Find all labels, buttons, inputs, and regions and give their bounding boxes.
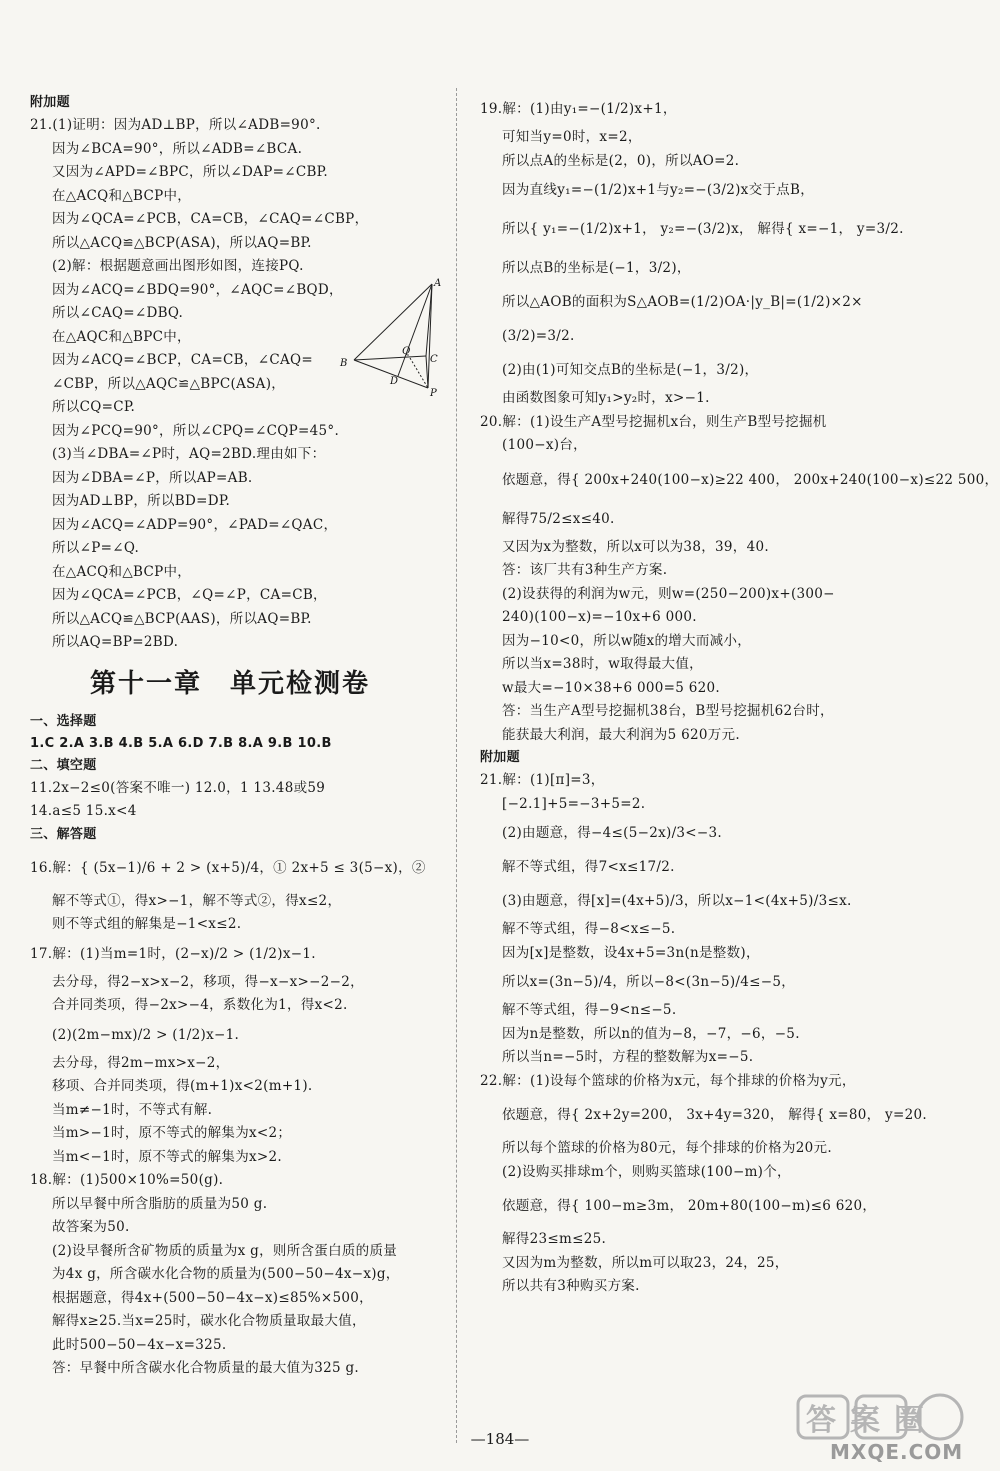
right-answer-line: 解不等式组，得7<x≤17/2.: [502, 859, 675, 875]
left-answer-line: 因为∠QCA=∠PCB，CA=CB，∠CAQ=∠CBP，: [52, 211, 369, 227]
right-answer-line: 解不等式组，得−9<n≤−5.: [502, 1002, 677, 1018]
right-answer-line: 依题意，得{ 2x+2y=200， 3x+4y=320， 解得{ x=80， y=20.: [502, 1107, 927, 1123]
chapter-answer-line: 故答案为50.: [52, 1219, 130, 1235]
chapter-answer-line: 为4x g，所含碳水化合物的质量为(500−50−4x−x)g，: [52, 1266, 400, 1282]
right-answer-line: (2)设获得的利润为w元，则w=(250−200)x+(300−: [502, 585, 835, 602]
right-answer-line: 依题意，得{ 200x+240(100−x)≥22 400， 200x+240(100−x)≤22 500，: [502, 471, 999, 488]
chapter-answer-line: 所以早餐中所含脂肪的质量为50 g.: [52, 1195, 268, 1212]
chapter-name: 单元检测卷: [230, 668, 371, 699]
right-answer-line: 因为−10<0，所以w随x的增大而减小，: [502, 632, 752, 649]
chapter-answer-line: 三、解答题: [30, 826, 97, 842]
left-answer-line: 因为∠PCQ=90°，所以∠CPQ=∠CQP=45°.: [52, 422, 340, 439]
chapter-answers: [30, 711, 450, 1381]
right-answer-line: (3)由题意，得[x]=(4x+5)/3，所以x−1<(4x+5)/3≤x.: [502, 893, 852, 909]
right-answer-line: 解不等式组，得−8<x≤−5.: [502, 921, 676, 937]
chapter-answer-line: 18.解：(1)500×10%=50(g).: [30, 1172, 224, 1188]
watermark-cn: 答案圈: [806, 1403, 938, 1438]
right-answer-line: 因为n是整数，所以n的值为−8，−7，−6，−5.: [502, 1025, 800, 1042]
fig-label-a: A: [434, 278, 442, 289]
right-answer-line: 所以当x=38时，w取得最大值，: [502, 656, 703, 672]
chapter-answer-line: 当m<−1时，原不等式的解集为x>2.: [52, 1148, 283, 1165]
left-answer-line: 所以△ACQ≌△BCP(AAS)，所以AQ=BP.: [52, 610, 312, 627]
chapter-answer-line: 14.a≤5 15.x<4: [30, 803, 137, 819]
left-answer-line: 因为∠BCA=90°，所以∠ADB=∠BCA.: [52, 140, 303, 157]
geometry-figure: [336, 278, 446, 398]
fig-line-ab: [354, 284, 432, 360]
left-answer-line: 所以AQ=BP=2BD.: [52, 634, 179, 650]
left-answer-line: (2)解：根据题意画出图形如图，连接PQ.: [52, 258, 304, 274]
chapter-answer-line: 17.解：(1)当m=1时，(2−x)/2 > (1/2)x−1.: [30, 945, 316, 962]
chapter-answer-line: 移项、合并同类项，得(m+1)x<2(m+1).: [52, 1078, 313, 1094]
fig-line-cp: [426, 356, 428, 388]
chapter-answer-line: 二、填空题: [30, 757, 97, 773]
chapter-answer-line: 16.解：{ (5x−1)/6 + 2 > (x+5)/4，① 2x+5 ≤ 3(5−x)，②: [30, 859, 426, 876]
left-answer-line: 在△ACQ和△BCP中，: [52, 563, 192, 580]
right-answer-line: [−2.1]+5=−3+5=2.: [502, 795, 646, 812]
chapter-answer-line: (2)(2m−mx)/2 > (1/2)x−1.: [52, 1026, 240, 1043]
fig-label-p: P: [430, 388, 437, 398]
right-answer-line: 19.解：(1)由y₁=−(1/2)x+1，: [480, 101, 677, 117]
chapter-answer-line: 解得x≥25.当x=25时，碳水化合物质量取最大值，: [52, 1313, 366, 1329]
right-answer-line: 解得75/2≤x≤40.: [502, 510, 615, 527]
left-answer-line: 21.(1)证明：因为AD⊥BP，所以∠ADB=90°.: [30, 117, 321, 133]
right-answer-line: 答：该厂共有3种生产方案.: [502, 562, 668, 578]
right-answer-line: 21.解：(1)[π]=3，: [480, 772, 605, 788]
right-answer-line: 附加题: [480, 750, 520, 765]
left-answer-line: 因为∠ACQ=∠BDQ=90°，∠AQC=∠BQD，: [52, 281, 343, 298]
fig-line-ap: [428, 284, 432, 388]
chapter-number: 第十一章: [89, 668, 202, 699]
left-answer-line: 因为∠DBA=∠P，所以AP=AB.: [52, 469, 253, 486]
chapter-answer-line: 合并同类项，得−2x>−4，系数化为1，得x<2.: [52, 997, 348, 1013]
fig-line-ad: [398, 284, 432, 376]
right-answer-line: (3/2)=3/2.: [502, 328, 575, 344]
left-answer-line: 因为∠ACQ=∠BCP，CA=CB，∠CAQ=: [52, 352, 313, 368]
left-answer-line: 所以∠CAQ=∠DBQ.: [52, 305, 184, 321]
fig-label-q: Q: [402, 346, 411, 357]
left-answer-line: 在△ACQ和△BCP中，: [52, 187, 192, 204]
chapter-title: [30, 661, 430, 707]
watermark-url: MXQE.COM: [830, 1440, 964, 1464]
left-answer-line: 因为∠QCA=∠PCB，∠Q=∠P，CA=CB，: [52, 587, 327, 603]
right-answer-line: 所以点B的坐标是(−1，3/2)，: [502, 260, 691, 276]
fig-label-d: D: [390, 376, 399, 387]
right-answer-line: 能获最大利润，最大利润为5 620万元.: [502, 726, 740, 743]
left-answer-line: 因为AD⊥BP，所以BD=DP.: [52, 493, 231, 509]
chapter-answer-line: 11.2x−2≤0(答案不唯一) 12.0，1 13.48或59: [30, 779, 326, 796]
chapter-answer-line: 此时500−50−4x−x=325.: [52, 1336, 227, 1353]
left-answer-line: ∠CBP，所以△AQC≌△BPC(ASA)，: [52, 375, 286, 392]
chapter-answer-line: 解不等式①，得x>−1，解不等式②，得x≤2，: [52, 892, 342, 909]
right-answer-line: 依题意，得{ 100−m≥3m， 20m+80(100−m)≤6 620，: [502, 1198, 877, 1214]
left-answer-line: 因为∠ACQ=∠ADP=90°，∠PAD=∠QAC，: [52, 516, 338, 533]
chapter-answer-line: 答：早餐中所含碳水化合物质量的最大值为325 g.: [52, 1360, 359, 1376]
fig-line-bc: [354, 356, 426, 360]
right-answer-line: w最大=−10×38+6 000=5 620.: [502, 679, 720, 696]
page-number: —184—: [470, 1430, 530, 1448]
right-answer-line: 所以当n=−5时，方程的整数解为x=−5.: [502, 1049, 754, 1065]
right-answer-line: 22.解：(1)设每个篮球的价格为x元，每个排球的价格为y元，: [480, 1072, 856, 1089]
right-answer-line: 20.解：(1)设生产A型号挖掘机x台，则生产B型号挖掘机: [480, 413, 827, 430]
chapter-answer-line: 一、选择题: [30, 713, 97, 729]
right-answer-line: 因为[x]是整数，设4x+5=3n(n是整数)，: [502, 944, 760, 961]
right-answers: [480, 92, 999, 1299]
chapter-answer-line: 去分母，得2m−mx>x−2，: [52, 1054, 230, 1071]
right-answer-line: 所以x=(3n−5)/4，所以−8<(3n−5)/4≤−5，: [502, 974, 796, 990]
right-column: [480, 92, 999, 1299]
right-answer-line: 因为直线y₁=−(1/2)x+1与y₂=−(3/2)x交于点B，: [502, 182, 814, 198]
column-divider: [456, 88, 457, 1443]
chapter-answer-line: 当m>−1时，原不等式的解集为x<2；: [52, 1125, 292, 1141]
left-answer-line: 所以∠P=∠Q.: [52, 540, 140, 556]
chapter-answer-line: 1.C 2.A 3.B 4.B 5.A 6.D 7.B 8.A 9.B 10.B: [30, 735, 332, 751]
fig-label-c: C: [430, 354, 438, 365]
right-answer-line: 解得23≤m≤25.: [502, 1231, 607, 1247]
chapter-answer-line: (2)设早餐所含矿物质的质量为x g，则所含蛋白质的质量: [52, 1242, 398, 1259]
left-answer-line: 在△AQC和△BPC中，: [52, 328, 191, 345]
right-answer-line: 所以点A的坐标是(2，0)，所以AO=2.: [502, 152, 740, 169]
chapter-answer-line: 则不等式组的解集是−1<x≤2.: [52, 916, 242, 932]
right-answer-line: 所以{ y₁=−(1/2)x+1， y₂=−(3/2)x， 解得{ x=−1， y=3/2.: [502, 221, 904, 237]
right-answer-line: 240)(100−x)=−10x+6 000.: [502, 609, 697, 625]
left-answer-line: (3)当∠DBA=∠P时，AQ=2BD.理由如下：: [52, 446, 326, 462]
right-answer-line: 由函数图象可知y₁>y₂时，x>−1.: [502, 390, 710, 406]
left-answer-line: 又因为∠APD=∠BPC，所以∠DAP=∠CBP.: [52, 164, 328, 180]
chapter-answer-line: 去分母，得2−x>x−2，移项，得−x−x>−2−2，: [52, 973, 364, 990]
chapter-answer-line: 根据题意，得4x+(500−50−4x−x)≤85%×500，: [52, 1289, 373, 1306]
right-answer-line: (2)由题意，得−4≤(5−2x)/3<−3.: [502, 825, 723, 841]
right-answer-line: 所以每个篮球的价格为80元，每个排球的价格为20元.: [502, 1140, 832, 1156]
right-answer-line: 可知当y=0时，x=2，: [502, 129, 642, 145]
right-answer-line: (2)由(1)可知交点B的坐标是(−1，3/2)，: [502, 362, 759, 378]
left-answer-line: 所以CQ=CP.: [52, 399, 136, 415]
right-answer-line: 又因为m为整数，所以m可以取23，24，25，: [502, 1254, 789, 1271]
right-answer-line: (100−x)台，: [502, 437, 587, 453]
left-answer-line: 附加题: [30, 95, 70, 110]
left-answer-line: 所以△ACQ≌△BCP(ASA)，所以AQ=BP.: [52, 234, 312, 251]
right-answer-line: (2)设购买排球m个，则购买篮球(100−m)个，: [502, 1163, 791, 1180]
right-answer-line: 答：当生产A型号挖掘机38台，B型号挖掘机62台时，: [502, 703, 834, 719]
right-answer-line: 所以共有3种购买方案.: [502, 1278, 640, 1294]
chapter-answer-line: 当m≠−1时，不等式有解.: [52, 1101, 213, 1118]
right-answer-line: 所以△AOB的面积为S△AOB=(1/2)OA·|y_B|=(1/2)×2×: [502, 294, 863, 310]
fig-line-pq: [410, 358, 428, 388]
fig-label-b: B: [340, 358, 348, 369]
right-answer-line: 又因为x为整数，所以x可以为38，39，40.: [502, 538, 769, 555]
